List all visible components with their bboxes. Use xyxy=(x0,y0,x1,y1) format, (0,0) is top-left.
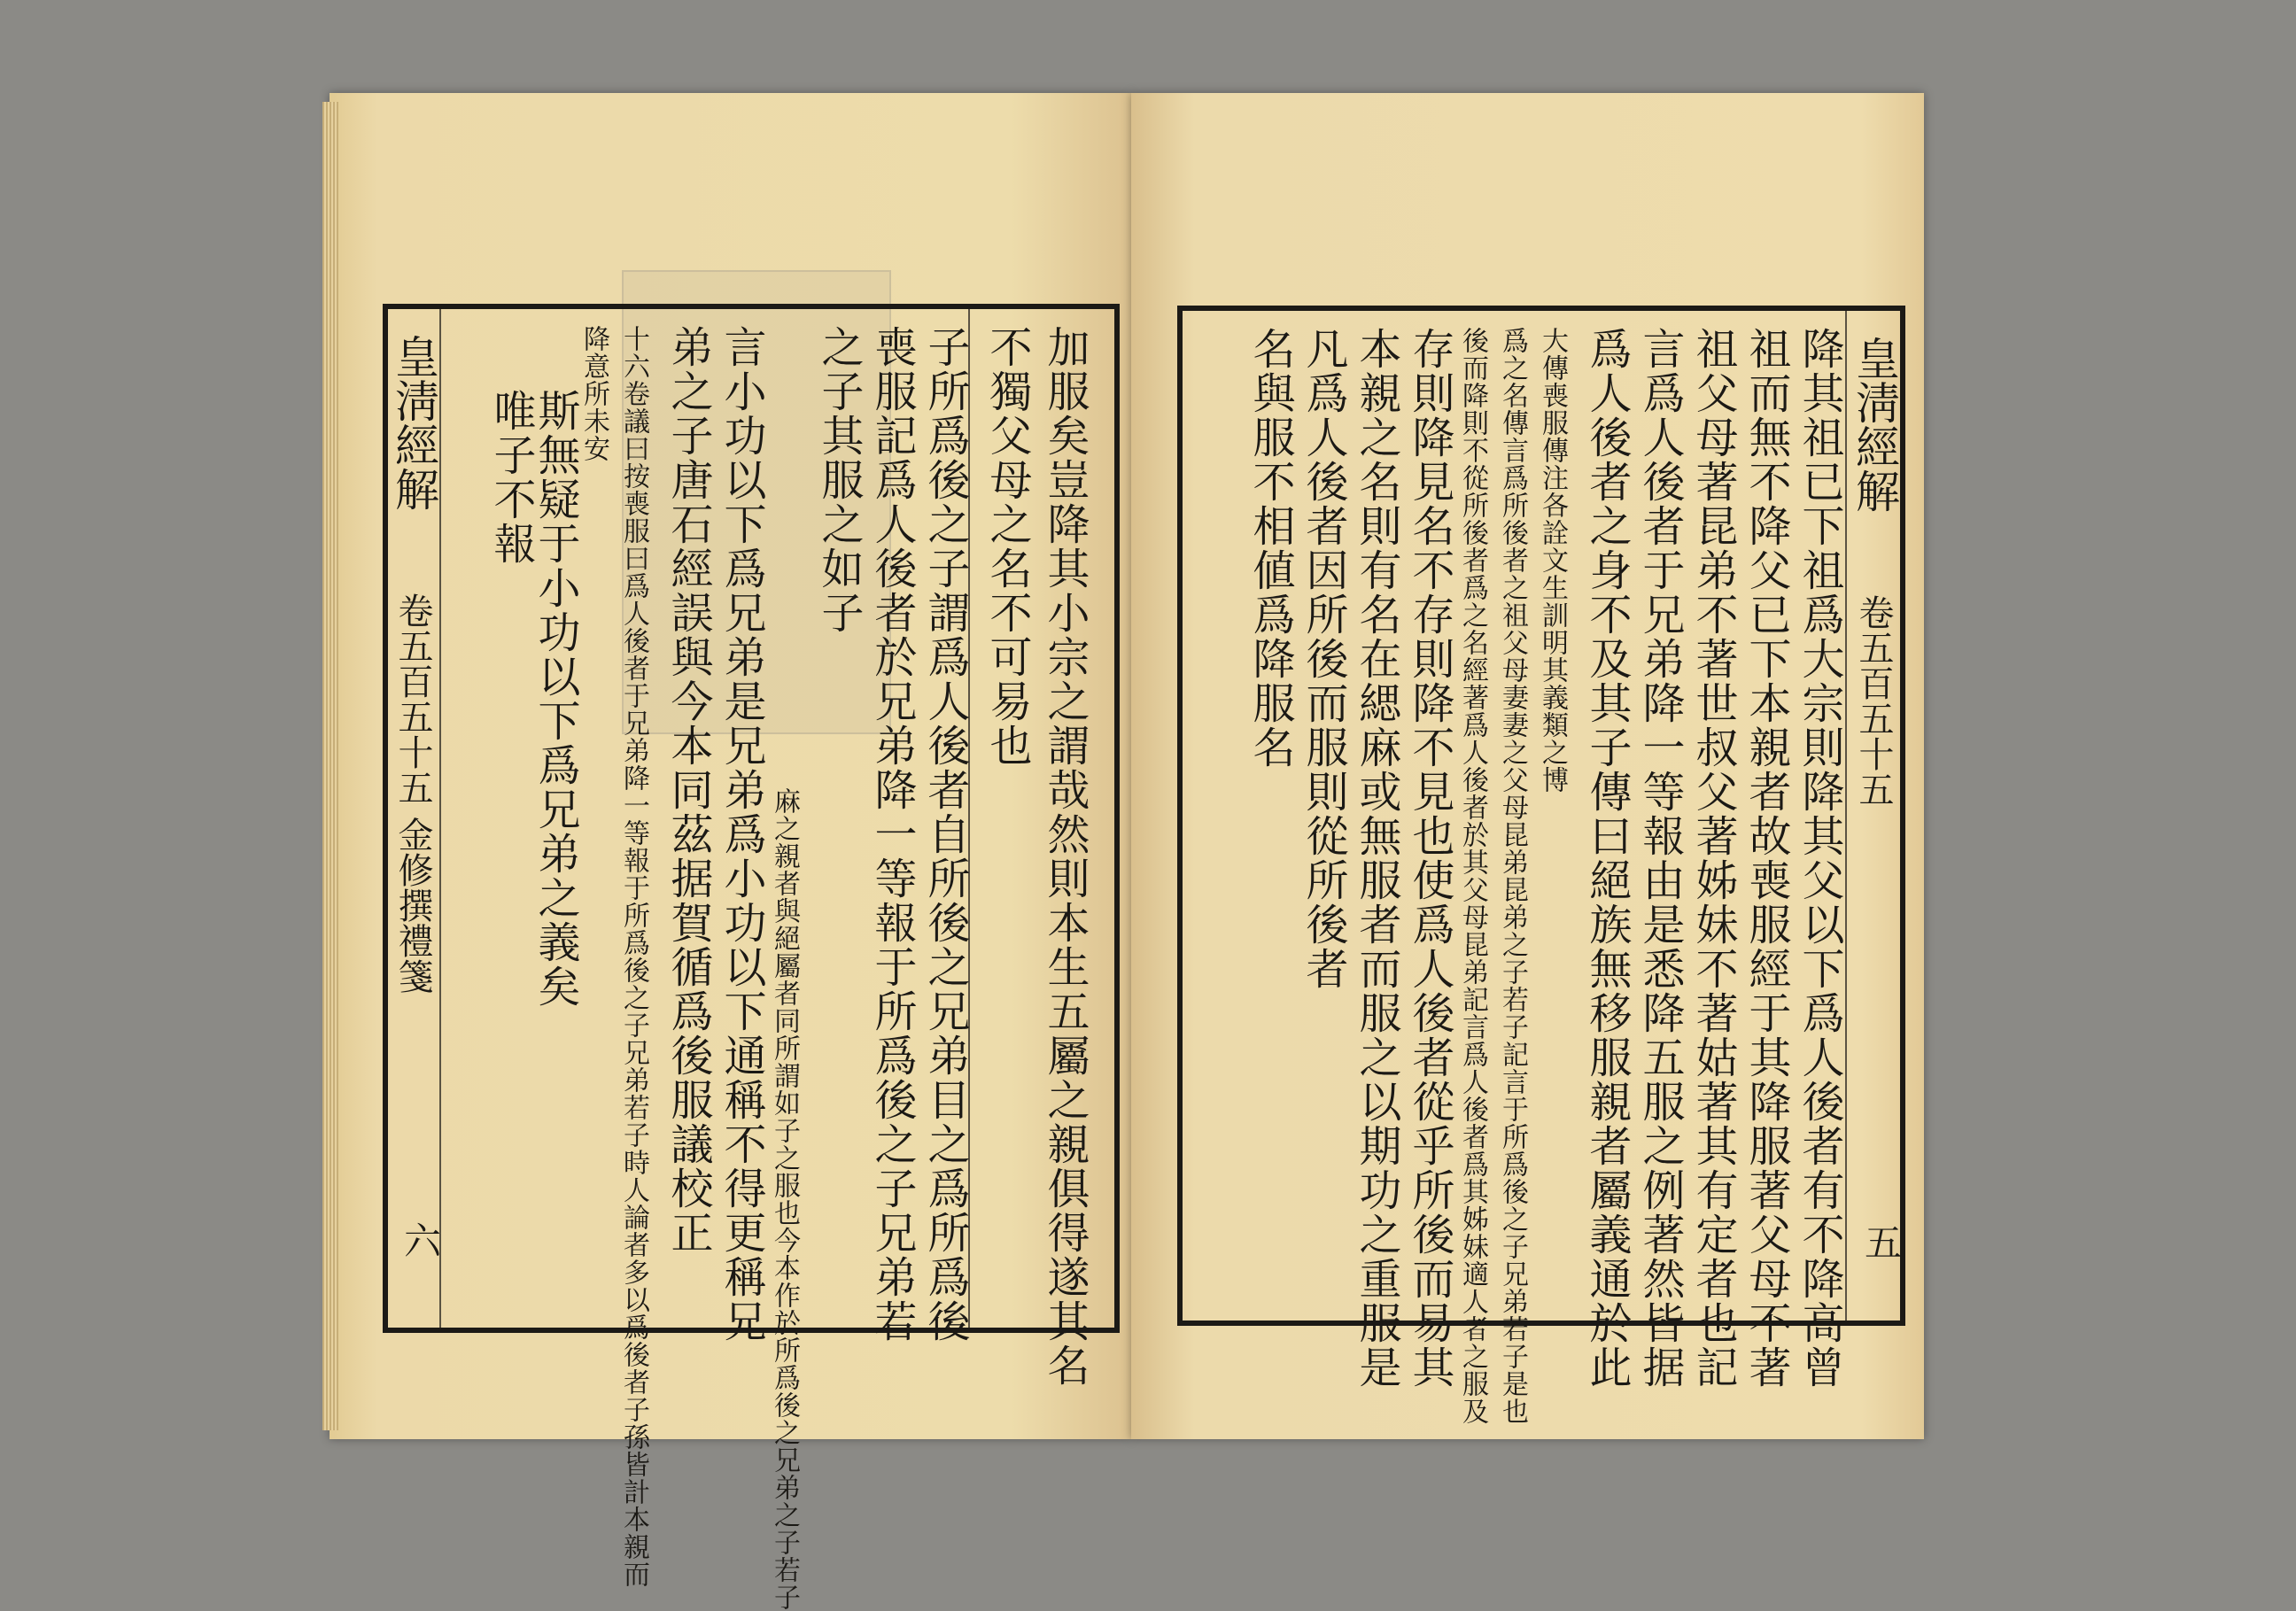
text-column: 祖而無不降父已下本親者故喪服經于其降服著父母不著 xyxy=(1741,327,1791,1390)
text-column: 加服矣豈降其小宗之謂哉然則本生五屬之親俱得遂其名 xyxy=(1040,325,1090,1388)
left-page xyxy=(330,93,1131,1611)
page-edge-stack xyxy=(322,102,338,1430)
commentary-column: 降意所未安 xyxy=(578,325,609,462)
text-column: 言爲人後者于兄弟降一等報由是悉降五服之例著然皆据 xyxy=(1635,327,1685,1390)
text-column: 不獨父母之名不可易也 xyxy=(982,325,1032,768)
text-column: 降其祖已下祖爲大宗則降其父以下爲人後者有不降高曾 xyxy=(1795,327,1844,1390)
open-book xyxy=(330,93,1924,1611)
text-column: 弟之子唐石經誤與今本同茲据賀循爲後服議校正 xyxy=(663,325,713,1255)
heart-rule xyxy=(439,309,441,1328)
text-column: 爲人後者之身不及其子傳曰絕族無移服親者屬義通於此 xyxy=(1582,327,1632,1390)
center-margin xyxy=(388,309,442,1328)
text-column: 存則降見名不存則降不見也使爲人後者從乎所後而易其 xyxy=(1405,327,1454,1390)
text-column: 斯無疑于小功以下爲兄弟之義矣 xyxy=(531,389,580,1009)
folio-number: 五 xyxy=(1859,1223,1903,1260)
text-column: 言小功以下爲兄弟是兄弟爲小功以下通稱不得更稱兄 xyxy=(717,325,766,1344)
volume-label: 卷五百五十五 金修撰禮箋 xyxy=(392,593,433,994)
center-margin xyxy=(1849,311,1903,1321)
heart-rule xyxy=(1845,311,1847,1321)
text-column: 子所爲後之子謂爲人後者自所後之兄弟目之爲所爲後 xyxy=(920,325,970,1344)
commentary-column: 大傳喪服傳注各詮文生訓明其義類之博 xyxy=(1537,327,1568,794)
text-column: 本親之名則有名在緦麻或無服者而服之以期功之重服是 xyxy=(1352,327,1401,1390)
text-column: 喪服記爲人後者於兄弟降一等報于所爲後之子兄弟若 xyxy=(867,325,917,1344)
folio-number: 六 xyxy=(399,1221,442,1259)
text-column: 唯子不報 xyxy=(486,389,536,566)
right-page xyxy=(1131,93,1924,1439)
text-column: 名與服不相値爲降服名 xyxy=(1245,327,1295,770)
text-column: 之子其服之如子 xyxy=(814,325,864,635)
text-column: 祖父母著昆弟不著世叔父著姊妹不著姑著其有定者也記 xyxy=(1688,327,1738,1390)
left-text-frame xyxy=(383,304,1120,1611)
commentary-column: 爲之名傳言爲所後者之祖父母妻妻之父母昆弟昆弟之子若子記言于所爲後之子兄弟若子是也 xyxy=(1497,327,1528,1425)
commentary-column: 十六卷議曰按喪服曰爲人後者于兄弟降一等報于所爲後之子兄弟若子時人論者多以爲後者子孫皆計本親而 xyxy=(618,325,649,1588)
text-column: 凡爲人後者因所後而服則從所後者 xyxy=(1299,327,1348,991)
running-title: 皇淸經解 xyxy=(1849,336,1900,513)
commentary-column: 麻之親者與絕屬者同所謂如子之服也今本作於所爲後之兄弟之子若子 xyxy=(769,787,800,1611)
commentary-column: 後而降則不從所後者爲之名經著爲人後者於其父母昆弟記言爲人後者爲其姊妹適人者之服及 xyxy=(1457,327,1488,1425)
volume-label: 卷五百五十五 xyxy=(1853,594,1894,807)
running-title: 皇淸經解 xyxy=(388,334,439,511)
right-text-frame xyxy=(1177,306,1905,1425)
